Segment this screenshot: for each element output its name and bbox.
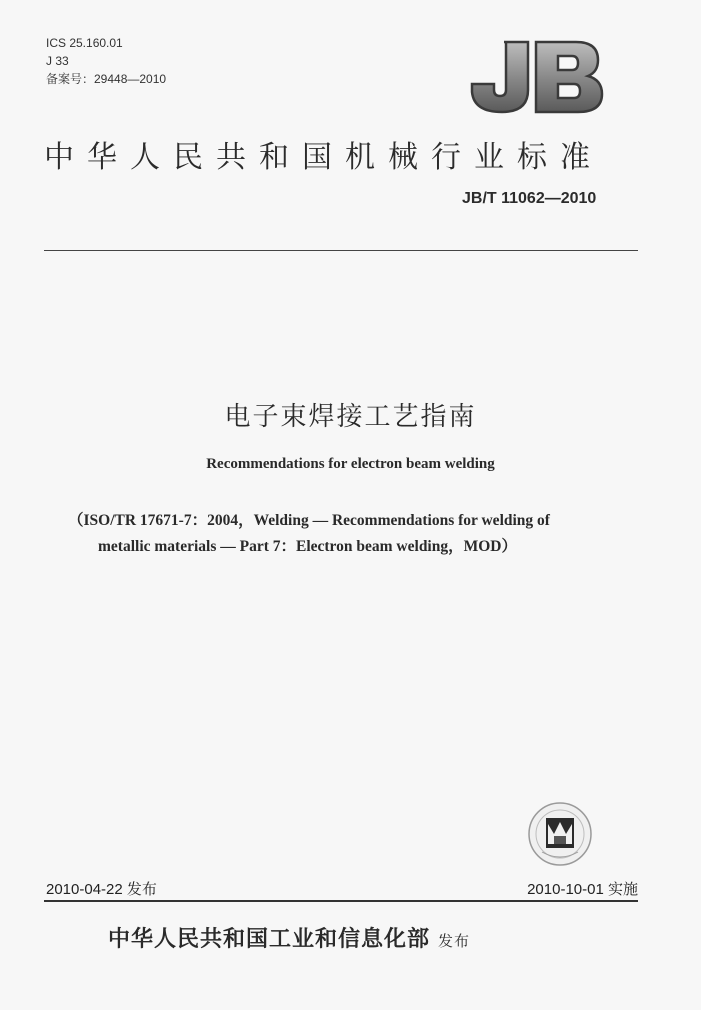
ccs-code: J 33 (46, 54, 69, 68)
document-title-chinese: 电子束焊接工艺指南 (224, 402, 477, 432)
issuer-name: 中华人民共和国工业和信息化部 (108, 927, 431, 952)
iso-reference-line-1: （ISO/TR 17671-7：2004，Welding — Recommendations for welding of (68, 512, 550, 529)
standard-number: JB/T 11062—2010 (462, 190, 597, 207)
date-row (46, 878, 638, 902)
top-divider (44, 250, 638, 251)
publisher-seal-icon (526, 800, 594, 868)
industry-standard-title: 中华人民共和国机械行业标准 (44, 140, 603, 175)
filing-number: 备案号：29448—2010 (46, 72, 167, 86)
issuing-authority (108, 922, 470, 953)
classification-codes (46, 34, 166, 88)
iso-reference-line-2: metallic materials — Part 7：Electron beam welding，MOD） (98, 538, 517, 555)
issuer-suffix: 发布 (438, 932, 471, 950)
jb-logo (466, 38, 606, 116)
bottom-divider (44, 900, 638, 902)
iso-reference (68, 508, 628, 560)
implementation-date: 2010-10-01 实施 (527, 881, 638, 898)
publish-date: 2010-04-22 发布 (46, 881, 157, 898)
document-title-english: Recommendations for electron beam welding (206, 456, 495, 472)
ics-code: ICS 25.160.01 (46, 36, 123, 50)
